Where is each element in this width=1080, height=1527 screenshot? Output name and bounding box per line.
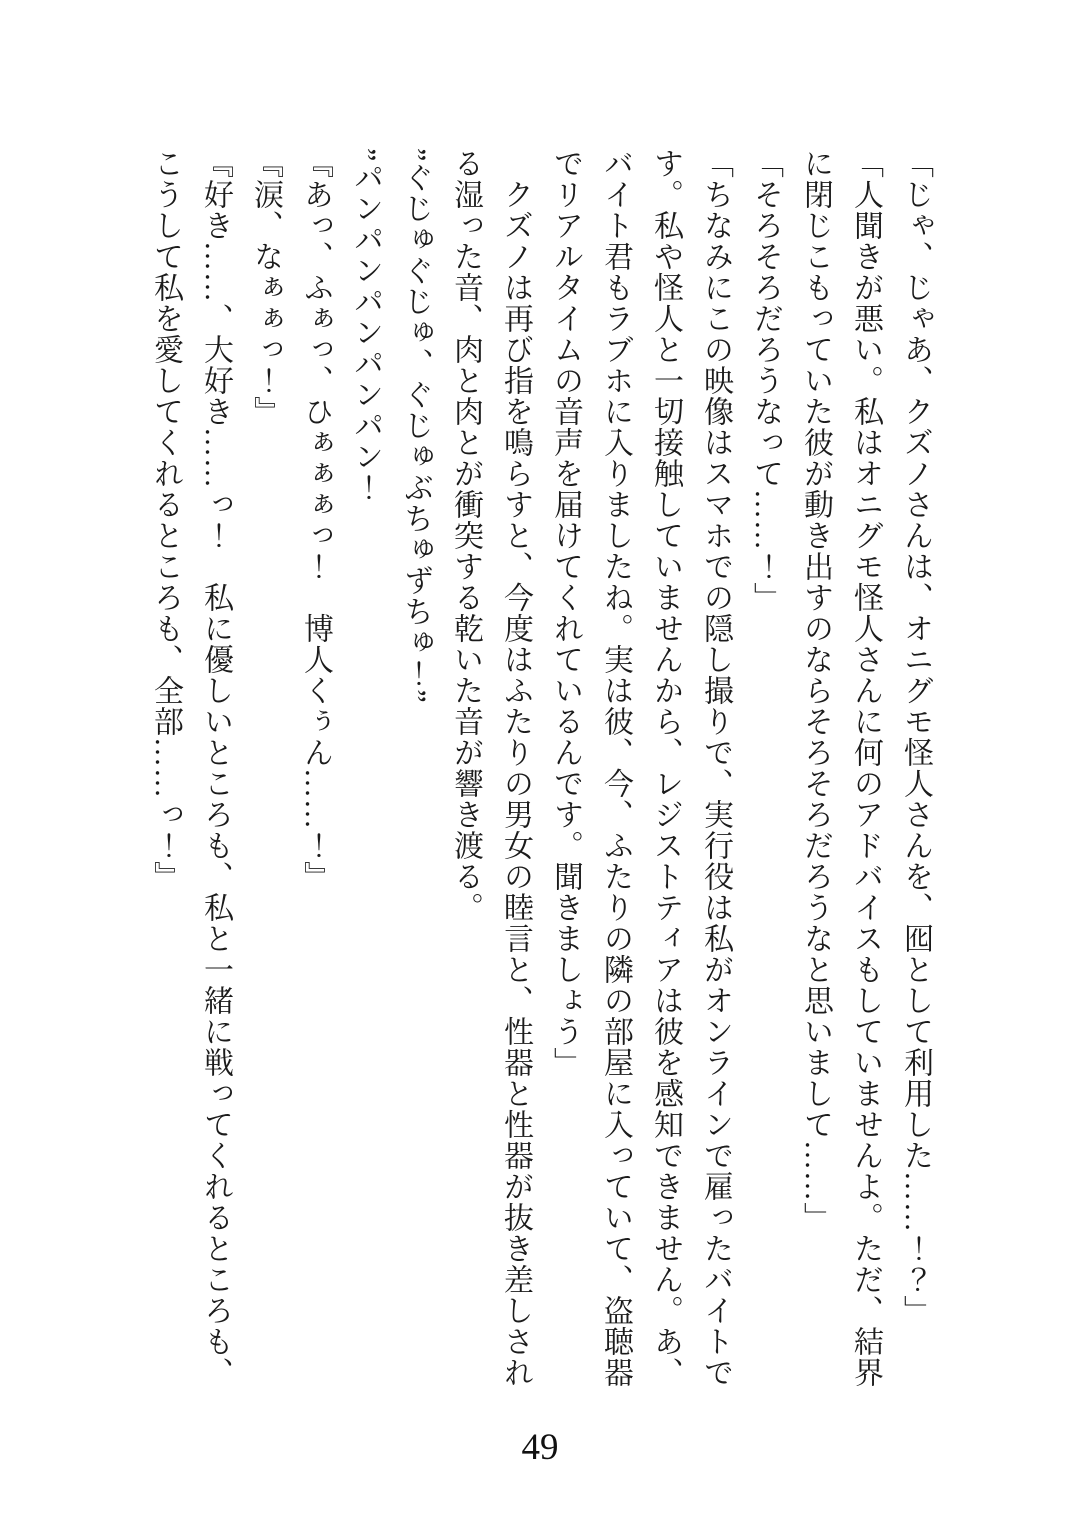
text-column-2: 「人聞きが悪い。私はオニグモ怪人さんに何のアドバイスもしていませんよ。ただ、結界 bbox=[849, 148, 882, 1388]
text-column-4: 「そろそろだろうなって……！」 bbox=[749, 148, 782, 613]
text-column-9: クズノは再び指を鳴らすと、今度はふたりの男女の睦言と、性器と性器が抜き差しされ bbox=[499, 179, 532, 1388]
text-column-8: でリアルタイムの音声を届けてくれているんです。聞きましょう」 bbox=[549, 148, 582, 1078]
text-column-1: 「じゃ、じゃあ、クズノさんは、オニグモ怪人さんを、囮として利用した……！？」 bbox=[899, 148, 932, 1326]
text-column-11: ”ぐじゅぐじゅ、ぐじゅぶちゅずちゅ！” bbox=[399, 148, 432, 704]
text-column-6: す。私や怪人と一切接触していませんから、レジストティアは彼を感知できません。あ、 bbox=[649, 148, 682, 1388]
text-column-14: 『涙、なぁぁっ！』 bbox=[249, 148, 282, 427]
text-column-15: 『好き……、大好き……っ！ 私に優しいところも、私と一緒に戦ってくれるところも、 bbox=[199, 148, 232, 1388]
text-column-7: バイト君もラブホに入りましたね。実は彼、今、ふたりの隣の部屋に入っていて、盗聴器 bbox=[599, 148, 632, 1388]
text-column-3: に閉じこもっていた彼が動き出すのならそろそろだろうなと思いまして……」 bbox=[799, 148, 832, 1233]
text-column-12: ”パンパンパンパンパン！ bbox=[349, 148, 382, 504]
page-number: 49 bbox=[521, 1427, 559, 1468]
text-column-10: る湿った音、肉と肉とが衝突する乾いた音が響き渡る。 bbox=[449, 148, 482, 923]
vertical-text-block bbox=[140, 148, 940, 1410]
text-column-5: 「ちなみにこの映像はスマホでの隠し撮りで、実行役は私がオンラインで雇ったバイトで bbox=[699, 148, 732, 1388]
text-column-16: こうして私を愛してくれるところも、全部……っ！』 bbox=[149, 148, 182, 892]
text-column-13: 『あっ、ふぁっ、ひぁぁぁっ！ 博人くぅん……！』 bbox=[299, 148, 332, 892]
